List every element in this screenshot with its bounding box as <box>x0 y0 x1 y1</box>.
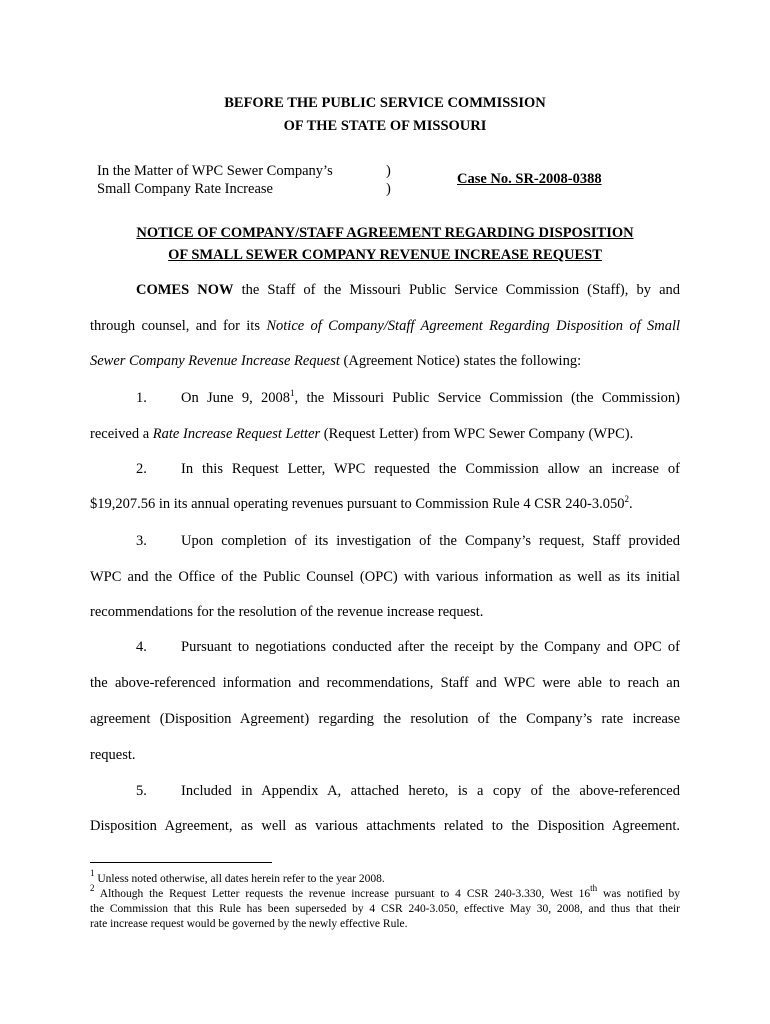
para-3-number: 3. <box>136 533 147 549</box>
para-1-line-1-post: , the Missouri Public Service Commission (the Commission) <box>294 390 680 406</box>
para-5-line-2: Disposition Agreement, as well as various attachments related to the Disposition Agreement. <box>90 818 680 834</box>
caption-matter-line-2: Small Company Rate Increase <box>97 181 273 197</box>
para-5-line-1: Included in Appendix A, attached hereto, is a copy of the above-referenced <box>181 783 680 799</box>
footnote-ref-1: 1 <box>290 388 295 398</box>
para-2-line-1: In this Request Letter, WPC requested the Commission allow an increase of <box>181 461 680 477</box>
footnote-1-mark: 1 <box>90 868 95 878</box>
para-2-line-2 <box>90 495 633 513</box>
para-1-line-1-pre: On June 9, 2008 <box>181 390 291 406</box>
footnote-divider <box>90 862 272 863</box>
intro-line-2-pre: through counsel, and for its <box>90 318 267 334</box>
para-2-line-2-pre: $19,207.56 in its annual operating revenues pursuant to Commission Rule 4 CSR 240-3.050 <box>90 496 625 512</box>
para-3-line-3: recommendations for the resolution of the revenue increase request. <box>90 604 484 620</box>
footnote-2-line-3: rate increase request would be governed by the newly effective Rule. <box>90 918 408 930</box>
intro-line-1-rest: the Staff of the Missouri Public Service Commission (Staff), by and <box>233 282 680 298</box>
intro-bold-lead: COMES NOW <box>136 282 234 298</box>
para-4-line-2: the above-referenced information and recommendations, Staff and WPC were able to reach an <box>90 675 680 691</box>
footnote-1-text: Unless noted otherwise, all dates herein refer to the year 2008. <box>94 873 385 885</box>
header-line-2: OF THE STATE OF MISSOURI <box>283 118 487 134</box>
para-1-line-2-italic: Rate Increase Request Letter <box>152 426 321 442</box>
para-3-line-1: Upon completion of its investigation of the Company’s request, Staff provided <box>181 533 680 549</box>
caption-paren-1: ) <box>386 163 391 179</box>
title-line-2: OF SMALL SEWER COMPANY REVENUE INCREASE REQUEST <box>168 247 602 263</box>
para-4-line-4: request. <box>90 747 136 763</box>
footnote-2-mark: 2 <box>90 883 95 893</box>
caption-paren-2: ) <box>386 181 391 197</box>
footnote-2-text-post: was notified by <box>597 888 680 900</box>
header-line-1: BEFORE THE PUBLIC SERVICE COMMISSION <box>224 95 546 111</box>
para-2-number: 2. <box>136 461 147 477</box>
footnote-2-line-2: the Commission that this Rule has been superseded by 4 CSR 240-3.050, effective May 30, 2008, and thus that their <box>90 903 680 915</box>
para-4-line-1: Pursuant to negotiations conducted after the receipt by the Company and OPC of <box>181 639 680 655</box>
intro-line-1 <box>136 281 680 299</box>
para-1-line-2-pre: received a <box>90 426 153 442</box>
para-3-line-2: WPC and the Office of the Public Counsel (OPC) with various information as well as its initial <box>90 569 680 585</box>
para-1-number: 1. <box>136 390 147 406</box>
para-5-number: 5. <box>136 783 147 799</box>
case-number: Case No. SR-2008-0388 <box>457 171 602 187</box>
footnote-2-line-1 <box>90 883 680 902</box>
para-2-line-2-post: . <box>628 496 633 512</box>
intro-line-3-rest: (Agreement Notice) states the following: <box>339 353 582 369</box>
footnote-ref-2: 2 <box>624 494 629 504</box>
footnote-2-text-pre: Although the Request Letter requests the revenue increase pursuant to 4 CSR 240-3.330, West 16 <box>94 888 591 900</box>
para-1-line-2-post: (Request Letter) from WPC Sewer Company (WPC). <box>320 426 634 442</box>
intro-line-3 <box>90 352 581 370</box>
caption-matter-line-1: In the Matter of WPC Sewer Company’s <box>97 163 333 179</box>
intro-line-2 <box>90 317 680 335</box>
para-4-number: 4. <box>136 639 147 655</box>
para-1-line-2 <box>90 425 633 443</box>
title-line-1: NOTICE OF COMPANY/STAFF AGREEMENT REGARDING DISPOSITION <box>136 225 634 241</box>
intro-line-3-italic: Sewer Company Revenue Increase Request <box>90 353 340 369</box>
footnote-2-sup: th <box>590 883 598 893</box>
intro-line-2-italic: Notice of Company/Staff Agreement Regarding Disposition of Small <box>266 318 680 334</box>
para-4-line-3: agreement (Disposition Agreement) regarding the resolution of the Company’s rate increase <box>90 711 680 727</box>
para-1-line-1 <box>181 389 680 407</box>
